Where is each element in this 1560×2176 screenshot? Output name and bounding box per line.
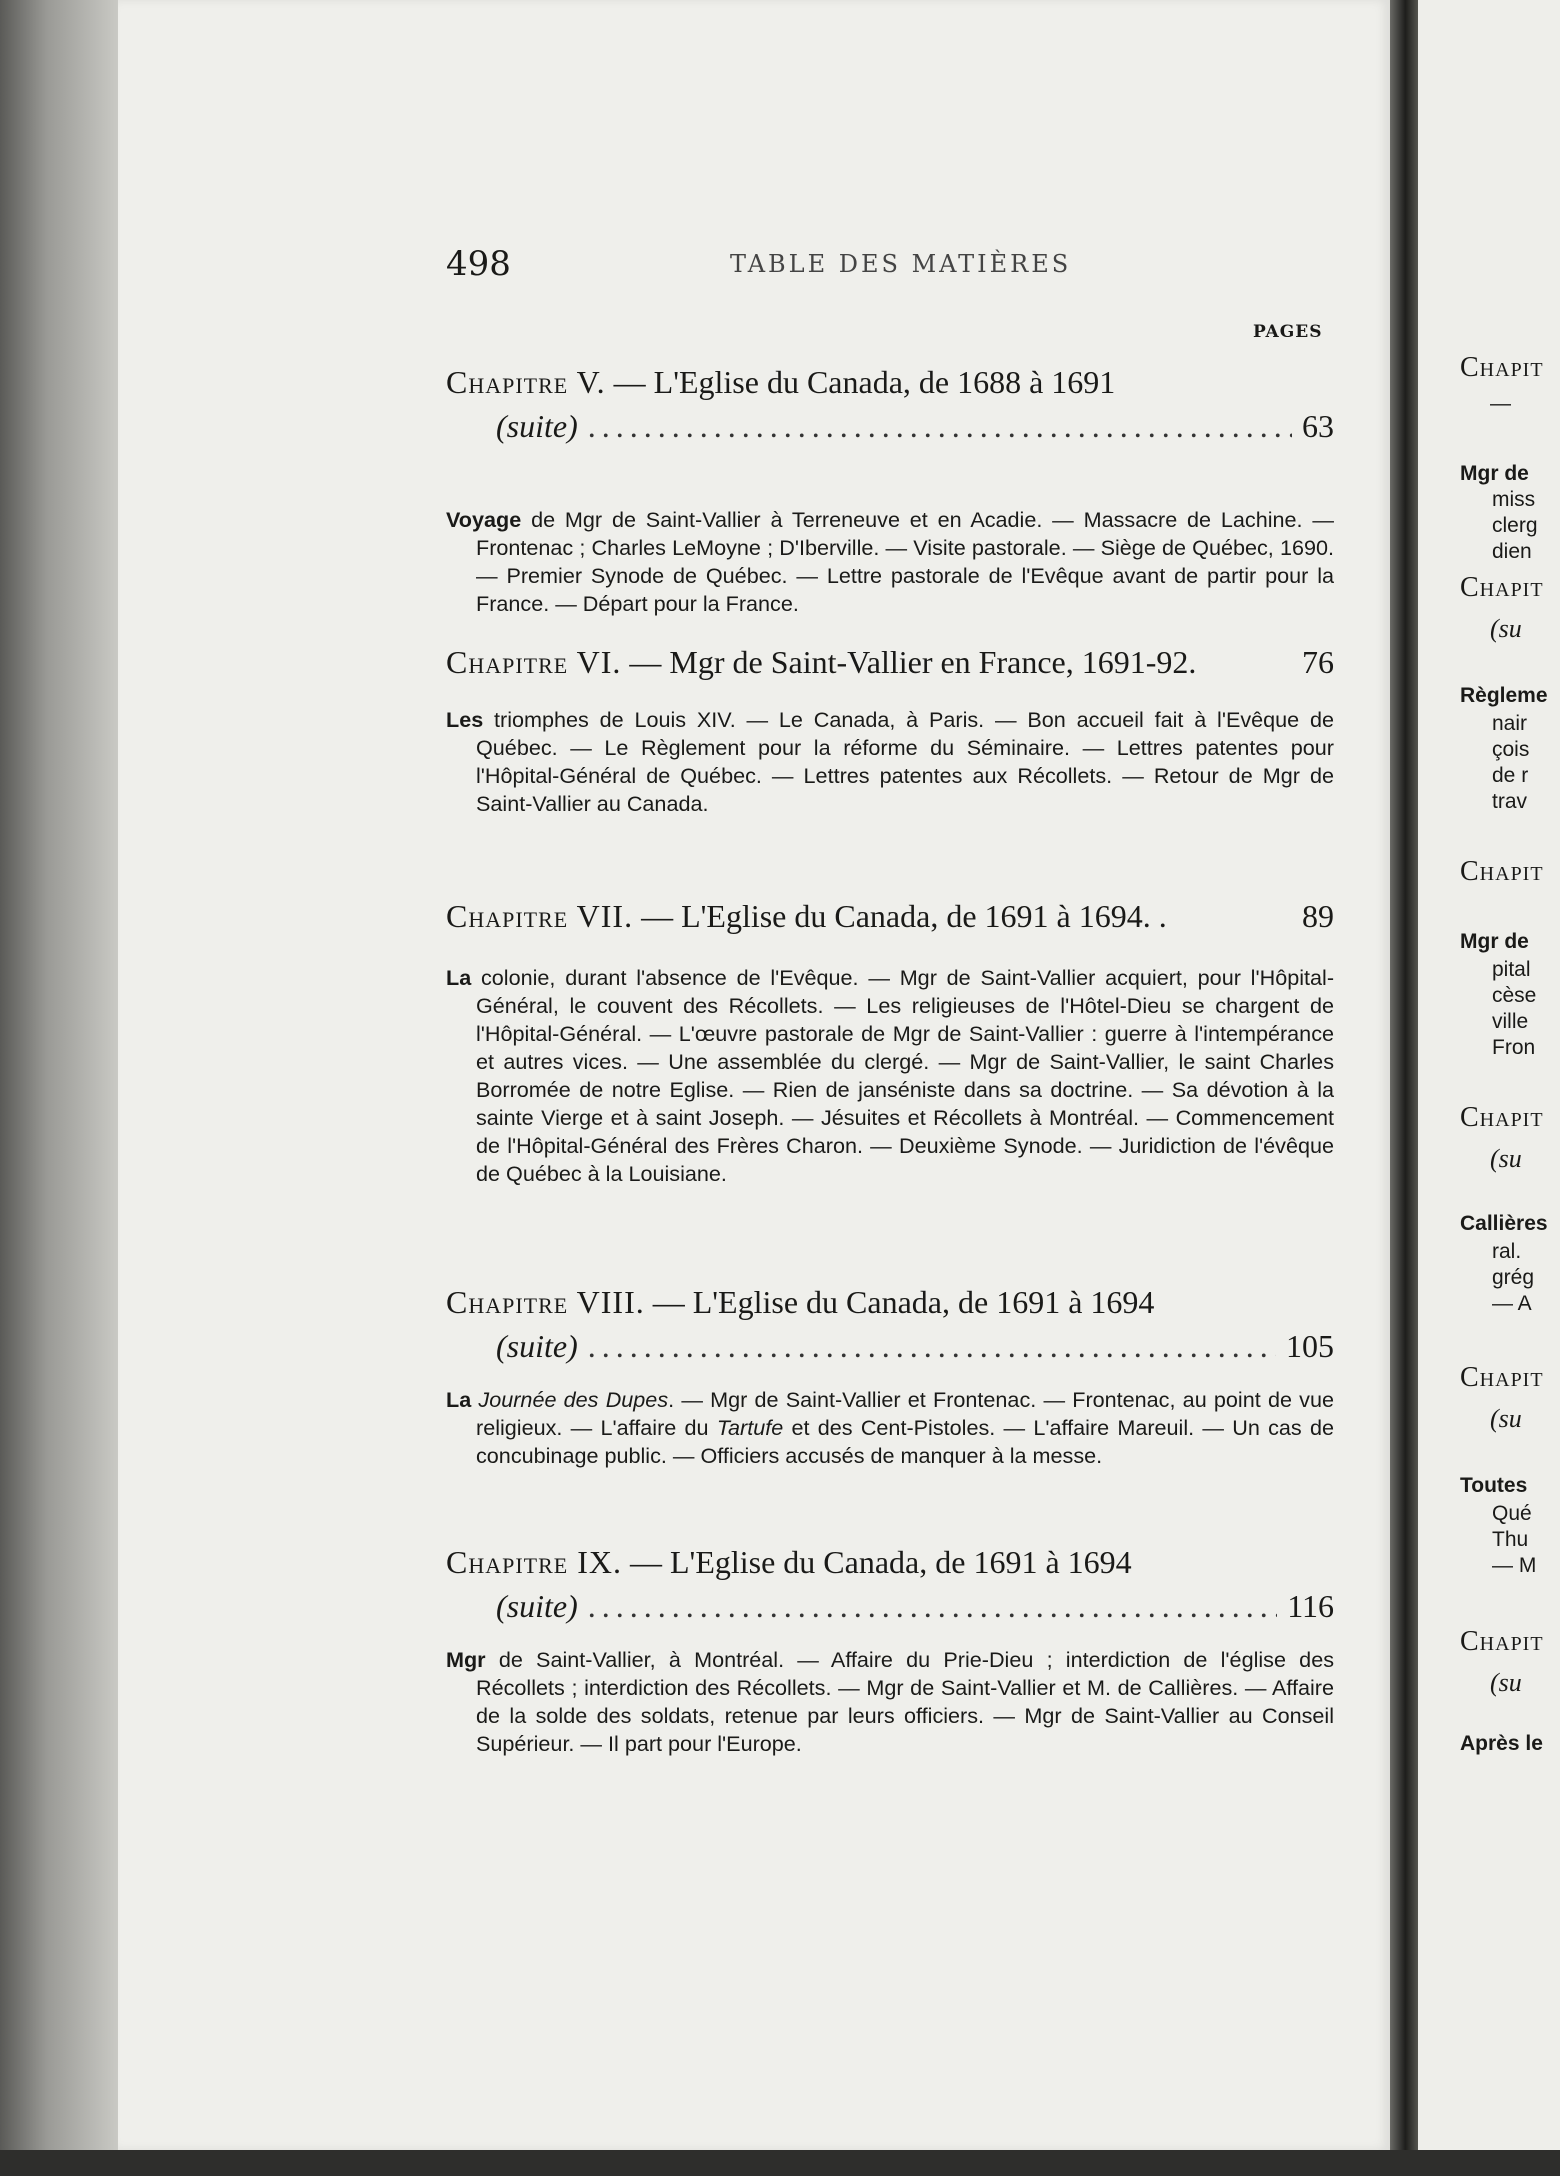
chapter-summary <box>446 506 1334 618</box>
summary-lead: Mgr <box>446 1647 486 1672</box>
right-page-fragment: grég <box>1492 1266 1535 1289</box>
chapter-page: 89 <box>1302 898 1334 934</box>
right-page <box>1418 0 1560 2150</box>
summary-lead: La <box>446 965 472 990</box>
chapter-page: 116 <box>1287 1588 1334 1624</box>
chapter-suffix: (suite) <box>496 1328 578 1364</box>
right-page-fragment: de r <box>1492 764 1529 787</box>
chapter-label: Chapitre V. <box>446 364 606 400</box>
summary-lead: Voyage <box>446 507 522 532</box>
right-page-fragment: (su <box>1490 1404 1522 1433</box>
right-page-fragment: (su <box>1490 1668 1522 1697</box>
chapter-label: Chapitre IX. <box>446 1544 622 1580</box>
scan-bottom-edge <box>0 2150 1560 2176</box>
chapter-page: 63 <box>1302 408 1334 444</box>
chapter-page: 76 <box>1302 644 1334 680</box>
right-page-fragment: miss <box>1492 488 1536 511</box>
right-page-fragment: Chapit <box>1460 856 1544 887</box>
summary-lead: La <box>446 1387 472 1412</box>
right-page-fragment: nair <box>1492 712 1528 735</box>
running-title: TABLE DES MATIÈRES <box>730 250 1072 278</box>
chapter-label: Chapitre VII. <box>446 898 634 934</box>
chapter-summary <box>446 1646 1334 1758</box>
right-page-fragment: Mgr de <box>1460 930 1529 953</box>
right-page-fragment: Chapit <box>1460 1102 1544 1133</box>
right-page-fragment: Chapit <box>1460 352 1544 383</box>
chapter-entry <box>446 360 1334 448</box>
chapter-suffix: (suite) <box>496 1588 578 1624</box>
right-page-fragment: dien <box>1492 540 1532 563</box>
book-gutter <box>1390 0 1418 2176</box>
summary-italic-title: Journée des Dupes <box>478 1387 669 1412</box>
right-page-fragment: Toutes <box>1460 1474 1528 1497</box>
chapter-title: — L'Eglise du Canada, de 1691 à 1694 <box>630 1544 1132 1580</box>
chapter-summary <box>446 1386 1334 1470</box>
page-number: 498 <box>446 244 511 284</box>
chapter-entry <box>446 894 1334 938</box>
right-page-fragment: Chapit <box>1460 572 1544 603</box>
right-page-fragment: — A <box>1492 1292 1532 1315</box>
right-page-fragment: Qué <box>1492 1502 1532 1525</box>
summary-italic-title: Tartufe <box>716 1415 784 1440</box>
summary-text: de Mgr de Saint-Vallier à Terreneuve et en Acadie. — Massacre de Lachine. — Frontenac ; Charles LeMoyne ; D'Iberville. — Visite pastorale. — Siège de Québec, 1690. — Premier Synode de Québec. — Lettre pastorale de l'Evêque avant de partir pour la France. — Départ pour la France. <box>476 507 1334 616</box>
right-page-fragment: clerg <box>1492 514 1538 537</box>
chapter-title: — Mgr de Saint-Vallier en France, 1691-92. <box>629 644 1197 680</box>
summary-text: triomphes de Louis XIV. — Le Canada, à Paris. — Bon accueil fait à l'Evêque de Québec. — Le Règlement pour la réforme du Séminaire. — Lettres patentes pour l'Hôpital-Général de Québec. — Lettres patentes aux Récollets. — Retour de Mgr de Saint-Vallier au Canada. <box>476 707 1335 816</box>
right-page-fragment: Règleme <box>1460 684 1548 707</box>
summary-text: . — Mgr de Saint-Vallier et Frontenac. — Frontenac, au point de vue religieux. — L'affaire du <box>476 1387 1334 1440</box>
chapter-entry <box>446 1280 1334 1368</box>
chapter-title: — L'Eglise du Canada, de 1691 à 1694. . <box>641 898 1167 934</box>
right-page-fragment: Chapit <box>1460 1362 1544 1393</box>
right-page-fragment: Après le <box>1460 1732 1543 1755</box>
right-page-fragment: Chapit <box>1460 1626 1544 1657</box>
right-page-fragment: (su <box>1490 1144 1522 1173</box>
chapter-summary <box>446 706 1334 818</box>
book-edge-left <box>0 0 118 2176</box>
leader-dots <box>588 1324 1276 1368</box>
summary-lead: Les <box>446 707 484 732</box>
right-page-fragment: ral. <box>1492 1240 1522 1263</box>
leader-dots <box>588 1584 1277 1628</box>
chapter-label: Chapitre VI. <box>446 644 622 680</box>
pages-column-label: PAGES <box>1253 322 1323 342</box>
chapter-title: — L'Eglise du Canada, de 1688 à 1691 <box>613 364 1116 400</box>
right-page-fragment: Fron <box>1492 1036 1536 1059</box>
right-page-fragment: pital <box>1492 958 1531 981</box>
chapter-title: — L'Eglise du Canada, de 1691 à 1694 <box>652 1284 1155 1320</box>
chapter-suffix: (suite) <box>496 408 578 444</box>
summary-text: de Saint-Vallier, à Montréal. — Affaire du Prie-Dieu ; interdiction de l'église des Récollets ; interdiction des Récollets. — Mgr de Saint-Vallier et M. de Callières. — Affaire de la solde des soldats, retenue par leurs officiers. — Mgr de Saint-Vallier au Conseil Supérieur. — Il part pour l'Europe. <box>476 1647 1335 1756</box>
summary-text: et des Cent-Pistoles. — L'affaire Mareuil. — Un cas de concubinage public. — Officiers accusés de manquer à la messe. <box>476 1415 1334 1468</box>
right-page-fragment: ville <box>1492 1010 1529 1033</box>
summary-text: colonie, durant l'absence de l'Evêque. — Mgr de Saint-Vallier acquiert, pour l'Hôpital-Général, le couvent des Récollets. — Les religieuses de l'Hôtel-Dieu se chargent de l'Hôpital-Général. — L'œuvre pastorale de Mgr de Saint-Vallier : guerre à l'intempérance et autres vices. — Une assemblée du clergé. — Mgr de Saint-Vallier, le saint Charles Borromée de notre Eglise. — Rien de janséniste dans sa doctrine. — Sa dévotion à la sainte Vierge et à saint Joseph. — Jésuites et Récollets à Montréal. — Commencement de l'Hôpital-Général des Frères Charon. — Deuxième Synode. — Juridiction de l'évêque de Québec à la Louisiane. <box>476 965 1335 1186</box>
chapter-entry <box>446 640 1334 684</box>
right-page-fragment: çois <box>1492 738 1530 761</box>
chapter-summary <box>446 964 1334 1188</box>
chapter-entry <box>446 1540 1334 1628</box>
right-page-fragment: (su <box>1490 614 1522 643</box>
chapter-label: Chapitre VIII. <box>446 1284 645 1320</box>
right-page-fragment: Thu <box>1492 1528 1529 1551</box>
right-page-fragment: Mgr de <box>1460 462 1529 485</box>
right-page-fragment: — <box>1490 392 1511 415</box>
leader-dots <box>588 404 1292 448</box>
right-page-fragment: Callières <box>1460 1212 1548 1235</box>
right-page-fragment: trav <box>1492 790 1528 813</box>
chapter-page: 105 <box>1286 1328 1334 1364</box>
right-page-fragment: — M <box>1492 1554 1537 1577</box>
right-page-fragment: cèse <box>1492 984 1537 1007</box>
